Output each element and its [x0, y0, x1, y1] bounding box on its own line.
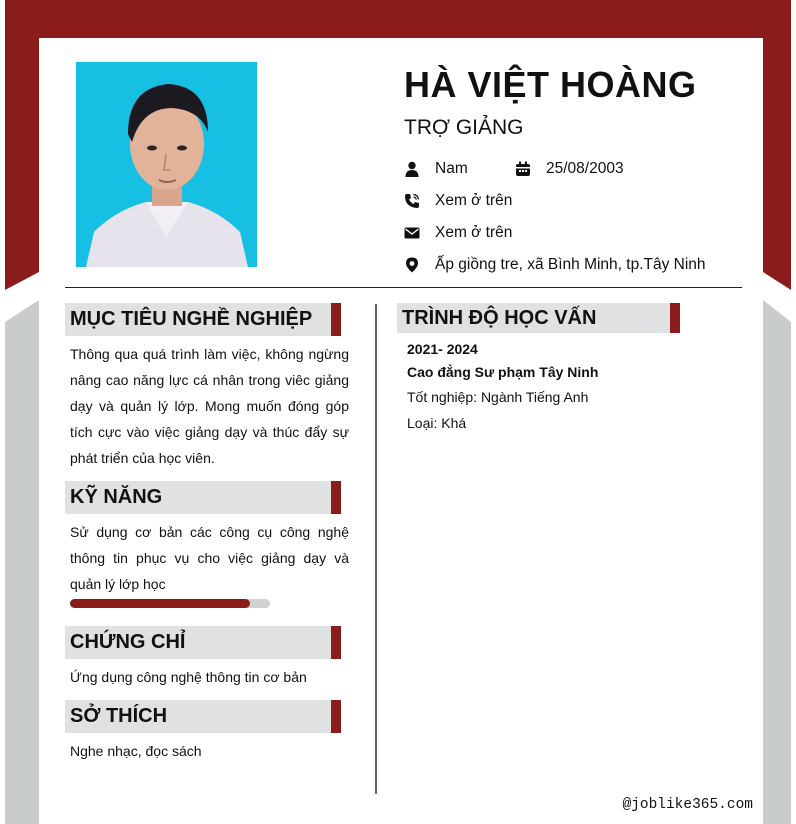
- section-accent-bar: [331, 626, 341, 659]
- profile-photo: [76, 62, 257, 267]
- info-birthday: [515, 160, 624, 178]
- info-email: [404, 224, 512, 242]
- birthday-value: 25/08/2003: [546, 160, 624, 177]
- header-divider: [65, 287, 742, 288]
- career-goal-title: MỤC TIÊU NGHỀ NGHIỆP: [70, 308, 313, 330]
- education-graduation: Tốt nghiệp: Ngành Tiếng Anh: [407, 389, 589, 405]
- calendar-icon: [515, 161, 531, 177]
- gender-value: Nam: [435, 160, 468, 177]
- portrait-illustration: [76, 62, 257, 267]
- email-value: Xem ở trên: [435, 224, 513, 241]
- section-hobbies-header: [65, 700, 341, 733]
- phone-icon: [404, 193, 420, 209]
- certificates-title: CHỨNG CHỈ: [70, 631, 186, 653]
- map-pin-icon: [404, 257, 420, 273]
- section-accent-bar: [331, 303, 341, 336]
- column-divider: [375, 304, 377, 794]
- skills-text: Sử dụng cơ bản các công cụ công nghệ thông tin phục vụ cho việc giảng dạy và quản lý lớp học: [70, 524, 349, 592]
- phone-value: Xem ở trên: [435, 192, 513, 209]
- certificates-text: Ứng dụng công nghệ thông tin cơ bản: [70, 669, 307, 685]
- user-icon: [404, 161, 420, 177]
- skill-level-bar: [70, 599, 270, 608]
- education-title: TRÌNH ĐỘ HỌC VẤN: [402, 306, 597, 329]
- section-accent-bar: [331, 700, 341, 733]
- skills-title: KỸ NĂNG: [70, 486, 163, 508]
- education-years: 2021- 2024: [407, 341, 478, 357]
- section-certificates-header: [65, 626, 341, 659]
- section-accent-bar: [670, 303, 680, 333]
- section-skills-header: [65, 481, 341, 514]
- education-school: Cao đẳng Sư phạm Tây Ninh: [407, 364, 599, 380]
- info-gender: [404, 160, 468, 178]
- section-career-goal-header: [65, 303, 341, 336]
- section-accent-bar: [331, 481, 341, 514]
- hobbies-title: SỞ THÍCH: [70, 705, 168, 727]
- info-address: [404, 256, 706, 274]
- job-title: TRỢ GIẢNG: [404, 116, 524, 139]
- info-phone: [404, 192, 512, 210]
- education-rank: Loại: Khá: [407, 415, 467, 431]
- envelope-icon: [404, 225, 420, 241]
- skill-level-fill: [70, 599, 250, 608]
- section-education-header: [397, 303, 680, 333]
- watermark: @joblike365.com: [622, 797, 753, 813]
- candidate-name: HÀ VIỆT HOÀNG: [404, 64, 697, 105]
- address-value: Ấp giồng tre, xã Bình Minh, tp.Tây Ninh: [435, 256, 706, 273]
- career-goal-text: Thông qua quá trình làm việc, không ngừng nâng cao năng lực cá nhân trong viêc giảng dạy và quản lý lớp. Mong muốn đóng góp tích cực vào việc giảng dạy và thúc đẩy sự phát triển của học viên.: [70, 346, 349, 466]
- hobbies-text: Nghe nhạc, đọc sách: [70, 743, 202, 759]
